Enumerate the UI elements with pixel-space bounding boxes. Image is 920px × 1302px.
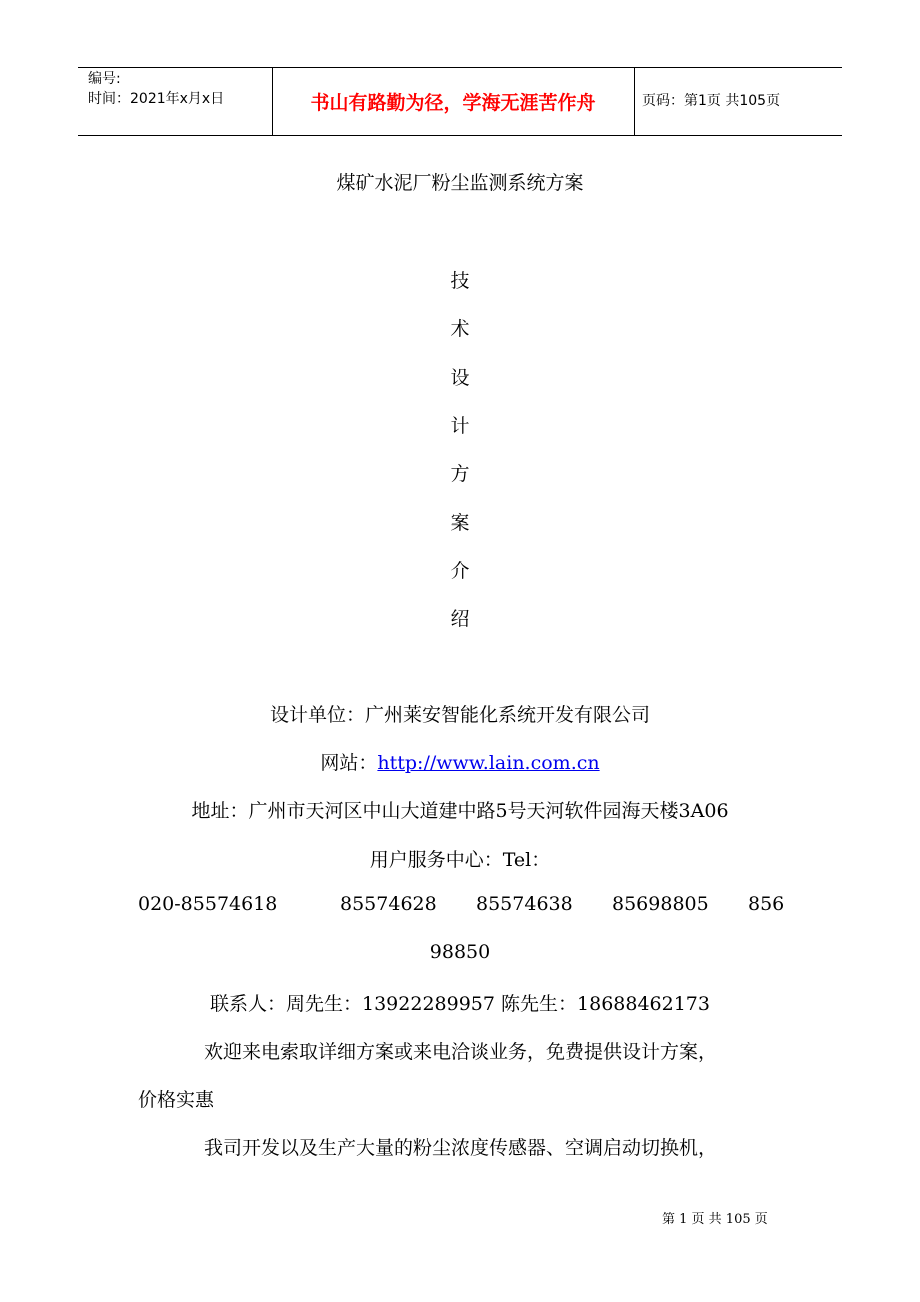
header-page-info: 页码：第1页 共105页 <box>642 93 781 109</box>
header-divider-2 <box>634 67 635 135</box>
vertical-title-char: 计 <box>450 415 470 437</box>
company-line: 设计单位：广州莱安智能化系统开发有限公司 <box>269 704 650 726</box>
header-top-rule <box>78 67 842 68</box>
vertical-title-char: 案 <box>450 512 470 534</box>
contacts-line: 联系人：周先生：13922289957 陈先生：18688462173 <box>210 993 710 1015</box>
header-number-label: 编号: <box>88 71 121 87</box>
header-time-label: 时间：2021年x月x日 <box>88 91 225 107</box>
page-footer: 第 1 页 共 105 页 <box>662 1212 768 1227</box>
paragraph-line: 价格实惠 <box>138 1089 215 1111</box>
paragraph-line: 欢迎来电索取详细方案或来电洽谈业务，免费提供设计方案， <box>204 1041 718 1063</box>
header-motto: 书山有路勤为径，学海无涯苦作舟 <box>310 92 596 114</box>
phone-number: 856 <box>748 893 785 915</box>
phone-number: 85574628 <box>340 893 437 915</box>
header-bottom-rule <box>78 135 842 136</box>
paragraph-line: 我司开发以及生产大量的粉尘浓度传感器、空调启动切换机， <box>204 1137 718 1159</box>
vertical-title-char: 绍 <box>450 608 470 630</box>
vertical-title-char: 设 <box>450 367 470 389</box>
phone-number: 85698805 <box>612 893 709 915</box>
phone-number: 85574638 <box>476 893 573 915</box>
vertical-title-char: 术 <box>450 318 470 340</box>
address-line: 地址：广州市天河区中山大道建中路5号天河软件园海天楼3A06 <box>191 800 729 822</box>
website-link[interactable]: http://www.lain.com.cn <box>377 752 600 774</box>
phone-number: 020-85574618 <box>138 893 278 915</box>
vertical-title-char: 技 <box>450 270 470 292</box>
website-line <box>0 748 920 775</box>
vertical-title-char: 方 <box>450 463 470 485</box>
phone-continued: 98850 <box>429 941 491 963</box>
document-title: 煤矿水泥厂粉尘监测系统方案 <box>336 172 584 194</box>
website-label: 网站： <box>320 752 378 774</box>
service-center-line: 用户服务中心：Tel： <box>369 849 551 871</box>
vertical-title-char: 介 <box>450 560 470 582</box>
